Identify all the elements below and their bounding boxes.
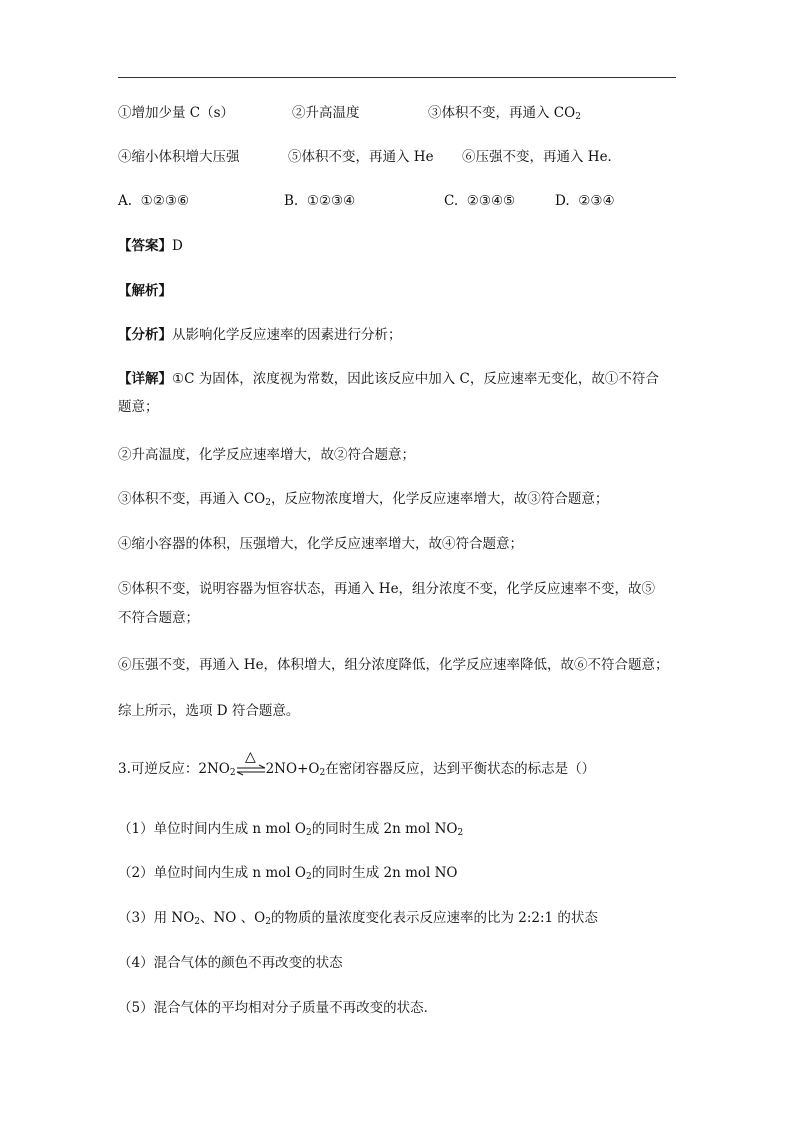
- item-3: ③体积不变，再通入 $CO_2$: [428, 105, 581, 122]
- header-rule: [118, 77, 676, 78]
- heat-triangle: △: [244, 748, 256, 765]
- option-a: A. ①②③⑥: [118, 193, 190, 209]
- q3-statement-2: （2）单位时间内生成 n mol $O_2$的同时生成 2n mol NO: [118, 865, 458, 882]
- q3-statement-5: （5）混合气体的平均相对分子质量不再改变的状态．: [118, 1000, 438, 1016]
- item-2: ②升高温度: [292, 105, 360, 121]
- q3-statement-3: （3）用 $NO_2$、NO 、$O_2$的物质的量浓度变化表示反应速率的比为 2:2:1 的状态: [118, 910, 598, 927]
- item-1: ①增加少量 C（s）: [118, 105, 235, 121]
- detail-line-5b: 不符合题意；: [118, 610, 199, 626]
- detail-line-6: ⑥压强不变，再通入 He，体积增大，组分浓度降低，化学反应速率降低，故⑥不符合题意；: [118, 657, 669, 673]
- detail-line-5: ⑤体积不变，说明容器为恒容状态，再通入 He，组分浓度不变，化学反应速率不变，故⑤: [118, 581, 656, 597]
- answer: 【答案】D: [118, 238, 183, 254]
- q3-statement-4: （4）混合气体的颜色不再改变的状态: [118, 955, 343, 971]
- analysis-heading: 【解析】: [118, 283, 172, 299]
- option-b: B. ①②③④: [284, 193, 356, 209]
- option-d: D. ②③④: [555, 193, 615, 209]
- detail-line-1b: 题意；: [118, 399, 159, 415]
- option-c: C. ②③④⑤: [444, 193, 516, 209]
- summary: 综上所示，选项 D 符合题意。: [118, 703, 300, 719]
- q3-statement-1: （1）单位时间内生成 n mol $O_2$的同时生成 2n mol $NO_2$: [118, 821, 464, 838]
- item-5: ⑤体积不变，再通入 He: [288, 149, 434, 165]
- fenxi: 【分析】从影响化学反应速率的因素进行分析；: [118, 327, 402, 343]
- reversible-arrow-icon: [236, 748, 266, 779]
- item-6: ⑥压强不变，再通入 He．: [462, 149, 622, 165]
- q3-stem: 3.可逆反应：$2NO_2$ △ $2NO+O_2$在密闭容器反应，达到平衡状态的标志是（）: [118, 748, 596, 778]
- detail-line-4: ④缩小容器的体积，压强增大，化学反应速率增大，故④符合题意；: [118, 536, 523, 552]
- detail-line-2: ②升高温度，化学反应速率增大，故②符合题意；: [118, 447, 415, 463]
- detail-line-1: 【详解】①C 为固体，浓度视为常数，因此该反应中加入 C，反应速率无变化，故①不符合: [118, 371, 659, 387]
- item-4: ④缩小体积增大压强: [118, 149, 240, 165]
- detail-line-3: ③体积不变，再通入 $CO_2$，反应物浓度增大，化学反应速率增大，故③符合题意；: [118, 491, 609, 508]
